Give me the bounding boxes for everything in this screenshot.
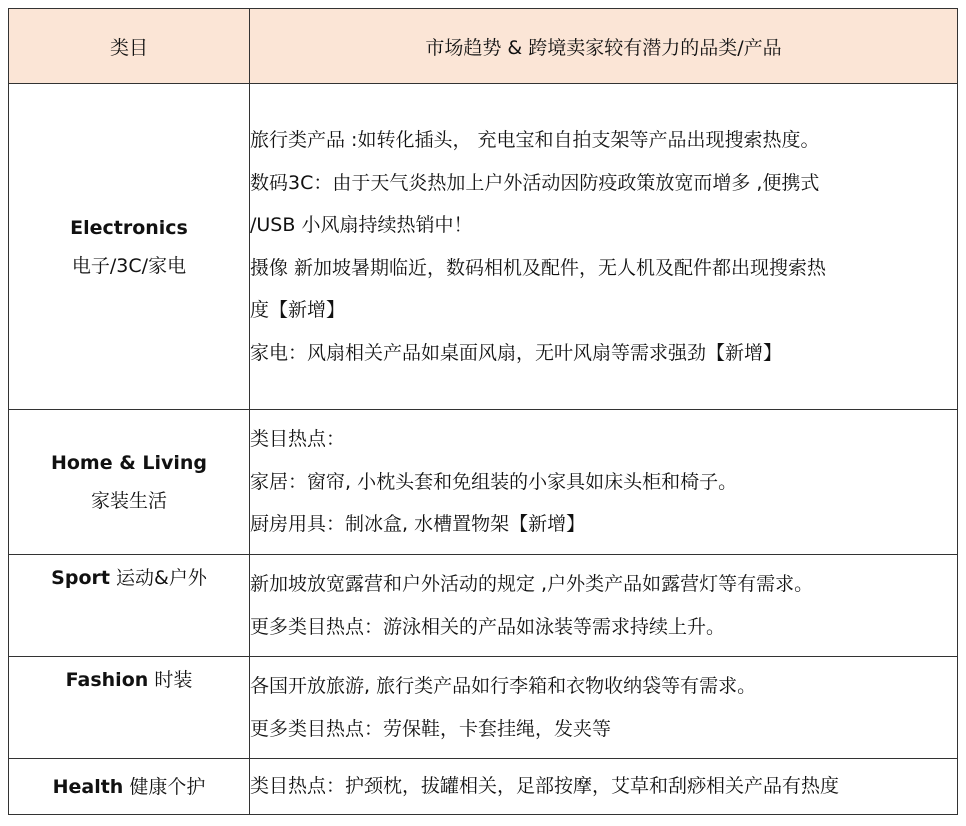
trend-line: 新加坡放宽露营和户外活动的规定 ,户外类产品如露营灯等有需求。 — [250, 573, 814, 595]
trend-cell-home-living — [250, 410, 958, 555]
table-row-health — [9, 759, 958, 815]
category-en: Fashion — [65, 669, 149, 691]
category-cn: 运动&户外 — [116, 567, 207, 589]
category-cell-fashion — [9, 657, 250, 759]
category-cn: 时装 — [154, 669, 193, 691]
category-en: Health — [52, 775, 124, 798]
category-cell-health — [9, 759, 250, 815]
category-cell-sport — [9, 555, 250, 657]
category-cn: 家装生活 — [90, 490, 167, 512]
trend-line: 家电：风扇相关产品如桌面风扇，无叶风扇等需求强劲【新增】 — [250, 341, 783, 364]
trend-cell-electronics — [250, 84, 958, 410]
trend-line: 各国开放旅游, 旅行类产品如行李箱和衣物收纳袋等有需求。 — [250, 675, 757, 697]
trend-line: 数码3C：由于天气炎热加上户外活动因防疫政策放宽而增多 ,便携式 — [250, 171, 820, 194]
trend-line: 厨房用具：制冰盒, 水槽置物架【新增】 — [250, 513, 586, 536]
category-cell-home-living — [9, 410, 250, 555]
category-cn: 电子/3C/家电 — [71, 254, 187, 277]
trend-line: 更多类目热点：游泳相关的产品如泳装等需求持续上升。 — [250, 615, 726, 638]
trend-cell-health — [250, 759, 958, 815]
category-cell-electronics — [9, 84, 250, 410]
category-en: Home & Living — [50, 452, 208, 474]
trend-line: 家居：窗帘, 小枕头套和免组装的小家具如床头柜和椅子。 — [250, 470, 738, 493]
table-header-row — [9, 9, 958, 84]
trend-cell-fashion — [250, 657, 958, 759]
trend-line: /USB 小风扇持续热销中！ — [250, 214, 473, 236]
trend-line: 更多类目热点：劳保鞋，卡套挂绳，发夹等 — [250, 717, 612, 740]
trend-line: 类目热点：护颈枕，拔罐相关，足部按摩，艾草和刮痧相关产品有热度 — [250, 775, 840, 798]
table-row-electronics — [9, 84, 958, 410]
trend-line: 类目热点： — [250, 428, 346, 451]
trend-table — [8, 8, 958, 815]
table-row-sport — [9, 555, 958, 657]
trend-line: 度【新增】 — [250, 299, 346, 321]
trend-line: 旅行类产品 :如转化插头， 充电宝和自拍支架等产品出现搜索热度。 — [250, 129, 820, 151]
category-cn: 健康个护 — [129, 775, 206, 798]
trend-line: 摄像 新加坡暑期临近，数码相机及配件，无人机及配件都出现搜索热 — [250, 256, 827, 279]
table-row-home-living — [9, 410, 958, 555]
table-row-fashion — [9, 657, 958, 759]
category-en: Electronics — [70, 216, 188, 239]
header-trend: 市场趋势 & 跨境卖家较有潜力的品类/产品 — [250, 9, 958, 84]
category-en: Sport — [51, 567, 110, 589]
trend-cell-sport — [250, 555, 958, 657]
header-category: 类目 — [9, 9, 250, 84]
